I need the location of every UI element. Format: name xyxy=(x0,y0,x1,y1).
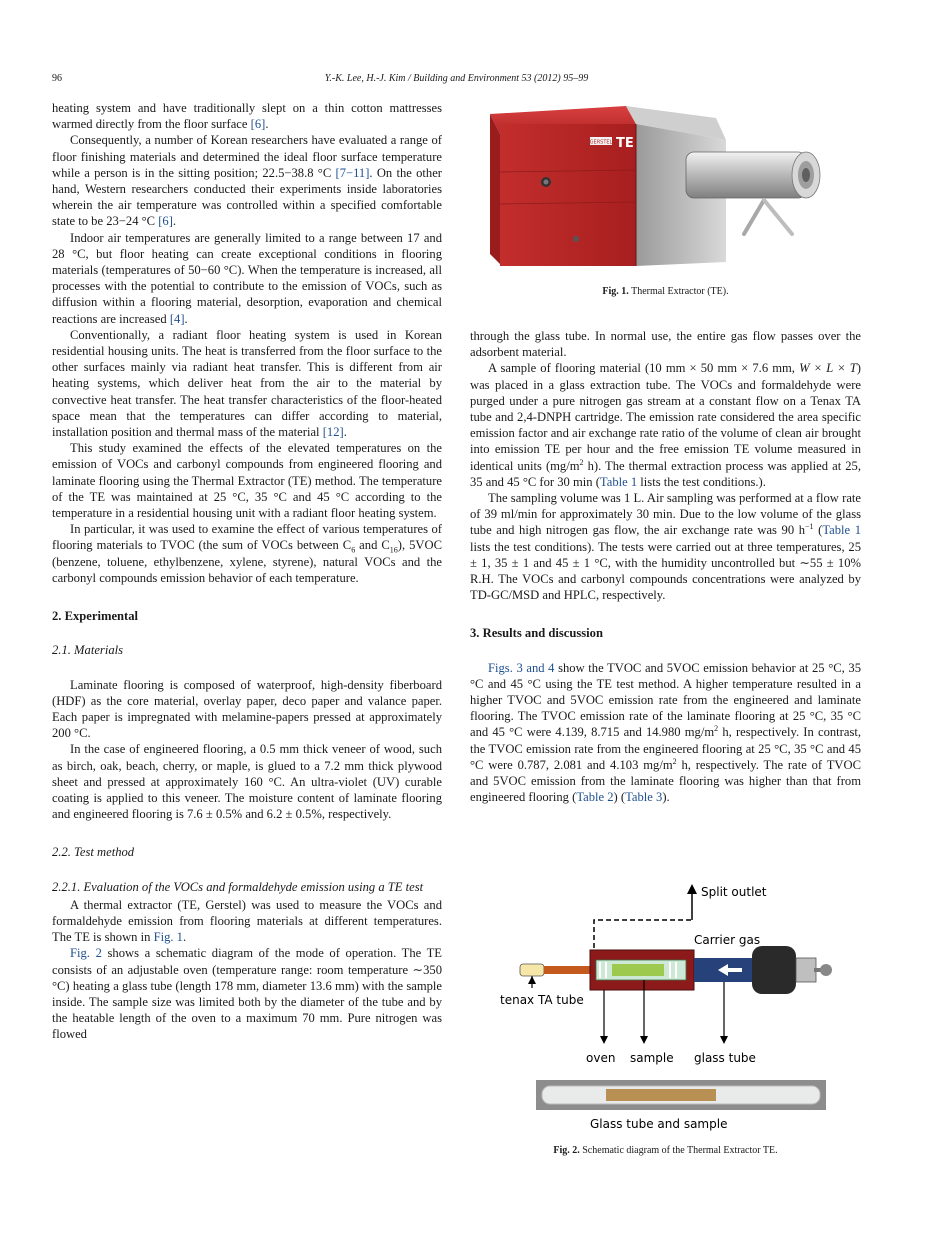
paragraph: The sampling volume was 1 L. Air sampling was performed at a flow rate of 39 ml/min for approximately 30 min. Due to the low volume of the glass tube and high nitrogen gas flow, the air exchange rate was 90 $h^{-1}$ (Table 1 lists the test conditions). The tests were carried out at three temperatures, 25 ± 1, 35 ± 1 and 45 ± 1 °C, with the humidity uncontrolled but ∼55 ± 10% R.H. The VOCs and carbonyl compounds concentrations were analyzed by TD-GC/MSD and HPLC, respectively. xyxy=(470,491,861,603)
figure-1-photo xyxy=(486,104,846,274)
section-heading: 3. Results and discussion xyxy=(470,626,603,641)
paragraph: through the glass tube. In normal use, the entire gas flow passes over the adsorbent material. xyxy=(470,329,861,360)
oven-label: oven xyxy=(586,1051,616,1065)
figure-2-caption: Fig. 2. Schematic diagram of the Thermal Extractor TE. xyxy=(553,1145,778,1156)
left-column xyxy=(52,100,442,1043)
carrier-gas-label: Carrier gas xyxy=(694,933,761,947)
paragraph: Indoor air temperatures are generally limited to a range between 17 and 28 °C, but floor heating can create exceptional conditions in flooring materials (temperatures of 50−60 °C). When the temperature is increased, all processes with the potential to contribute to the emission of VOCs, such as diffusion within a flooring material, desorption, evaporation and chemical reactions are increased [4]. xyxy=(52,230,442,326)
page-number: 96 xyxy=(52,73,62,84)
glass-tube-label: glass tube xyxy=(694,1051,756,1065)
figure-link[interactable]: Fig. 2 xyxy=(70,946,102,961)
paragraph: Fig. 2 shows a schematic diagram of the mode of operation. The TE consists of an adjustable oven (temperature range: room temperature ∼350 °C) heating a glass tube (length 178 mm, diameter 13.6 mm) with the sample inside. The sample size was limited both by the diameter of the tube and by the heatable length of the oven to a maximum 70 mm. Pure nitrogen was flowed xyxy=(52,946,442,1042)
right-column xyxy=(470,328,861,805)
paragraph: In particular, it was used to examine the effect of various temperatures of flooring materials to TVOC (the sum of VOCs between $C_6$ and $C_{16}$), 5VOC (benzene, toluene, ethylbenzene, xylene, styrene), natural VOCs and the carbonyl compounds emission behavior of each temperature. xyxy=(52,522,442,585)
running-header xyxy=(52,73,861,87)
split-outlet-label: Split outlet xyxy=(701,885,767,899)
subsection-heading: 2.1. Materials xyxy=(52,643,124,658)
figure-link[interactable]: Figs. 3 and 4 xyxy=(488,660,555,675)
device-brand-label: GERSTEL xyxy=(589,139,613,146)
paragraph: Conventionally, a radiant floor heating system is used in Korean residential housing units. The heat is transferred from the floor surface to the other surfaces mainly via radiant heat transfer. This is different from air heating systems, which deliver heat from the air to the material by convective heat transfer. The heat transfer characteristics of the floor-heated space mean that the temperatures can differ according to material, installation position and thermal mass of the material [12]. xyxy=(52,327,442,440)
tenax-tube-label: tenax TA tube xyxy=(500,993,584,1007)
figure-1-caption: Fig. 1. Thermal Extractor (TE). xyxy=(602,286,729,297)
thermal-extractor-illustration xyxy=(486,104,846,274)
citation-link[interactable]: [6] xyxy=(158,214,173,229)
paragraph: This study examined the effects of the elevated temperatures on the emission of VOCs and carbonyl compounds from engineered flooring and laminate flooring using the Thermal Extractor (TE) method. The temperature of the TE was maintained at 25 °C, 35 °C and 45 °C according to the temperature in a residential housing unit with a radiant floor heating system. xyxy=(52,441,442,521)
table-link[interactable]: Table 1 xyxy=(599,474,638,489)
paragraph: A thermal extractor (TE, Gerstel) was used to measure the VOCs and formaldehyde emission from flooring materials at different temperatures. The TE is shown in Fig. 1. xyxy=(52,897,442,945)
table-link[interactable]: Table 1 xyxy=(822,523,861,538)
subsection-heading: 2.2. Test method xyxy=(52,845,135,860)
paragraph: In the case of engineered flooring, a 0.5 mm thick veneer of wood, such as birch, oak, beach, cherry, or maple, is glued to a 7.2 mm thick plywood sheet and pressed at approximately 160 °C. An ultra-violet (UV) curable coating is applied to this veneer. The moisture content of laminate flooring and engineered flooring is 7.6 ± 0.5% and 6.2 ± 0.5%, respectively. xyxy=(52,742,442,822)
table-link[interactable]: Table 2 xyxy=(576,790,614,805)
figure-link[interactable]: Fig. 1 xyxy=(153,930,183,945)
citation-link[interactable]: [4] xyxy=(169,311,185,326)
table-link[interactable]: Table 3 xyxy=(625,790,663,805)
running-title: Y.-K. Lee, H.-J. Kim / Building and Environment 53 (2012) 95–99 xyxy=(324,73,589,84)
paragraph: heating system and have traditionally slept on a thin cotton mattresses warmed directly from the floor surface [6]. xyxy=(52,101,442,132)
paragraph: Consequently, a number of Korean researchers have evaluated a range of floor finishing materials and determined the ideal floor surface temperature while a person is in the sitting position; 22.5−38.8 °C [7−11]. On the other hand, Western researchers conducted their experiments inside laboratories wherein the air temperature was controlled within a specified comfortable state to be 23−24 °C [6]. xyxy=(52,133,442,229)
paragraph: Figs. 3 and 4 show the TVOC and 5VOC emission behavior at 25 °C, 35 °C and 45 °C using the TE test method. A higher temperature resulted in a higher TVOC and 5VOC emission rate from the engineered and laminate flooring. The TVOC emission rate of the laminate flooring at 25 °C, 35 °C and 45 °C were 4.139, 8.715 and 14.980 $mg/m^2$ h, respectively. In contrast, the TVOC emission rate from the engineered flooring at 25 °C, 35 °C and 45 °C were 0.787, 2.081 and 4.103 $mg/m^2$ h, respectively. The rate of TVOC and 5VOC emission from the laminate flooring was higher than that from engineered flooring (Table 2) (Table 3). xyxy=(470,660,861,805)
sample-label: sample xyxy=(630,1051,674,1065)
citation-link[interactable]: [6] xyxy=(250,117,266,132)
device-model-label: TE xyxy=(616,136,634,151)
paragraph: Laminate flooring is composed of waterproof, high-density fiberboard (HDF) as the core material, overlay paper, deco paper and valance paper. Each paper is impregnated with melamine-papers pressed at approximately 200 °C. xyxy=(52,677,442,741)
section-heading: 2. Experimental xyxy=(52,609,139,624)
photo-label: Glass tube and sample xyxy=(590,1117,728,1131)
citation-link[interactable]: [7−11] xyxy=(335,165,370,180)
subsubsection-heading: 2.2.1. Evaluation of the VOCs and formaldehyde emission using a TE test xyxy=(52,879,424,894)
figure-2-diagram xyxy=(496,880,856,1136)
paragraph: A sample of flooring material (10 mm × 50 mm × 7.6 mm, W × L × T) was placed in a glass extraction tube. The VOCs and formaldehyde were purged under a pure nitrogen gas stream at a constant flow on a Tenax TA tube and 2,4-DNPH cartridge. The emission rate considered the area specific emission factor and air exchange rate ratio of the volume of clean air brought into emission TE per hour and the free emission TE volume measured in identical units ($mg/m^2$ h). The thermal extraction process was applied at 25, 35 and 45 °C for 30 min (Table 1 lists the test conditions.). xyxy=(470,361,861,489)
citation-link[interactable]: [12] xyxy=(322,425,344,440)
schematic-diagram xyxy=(496,880,856,1136)
